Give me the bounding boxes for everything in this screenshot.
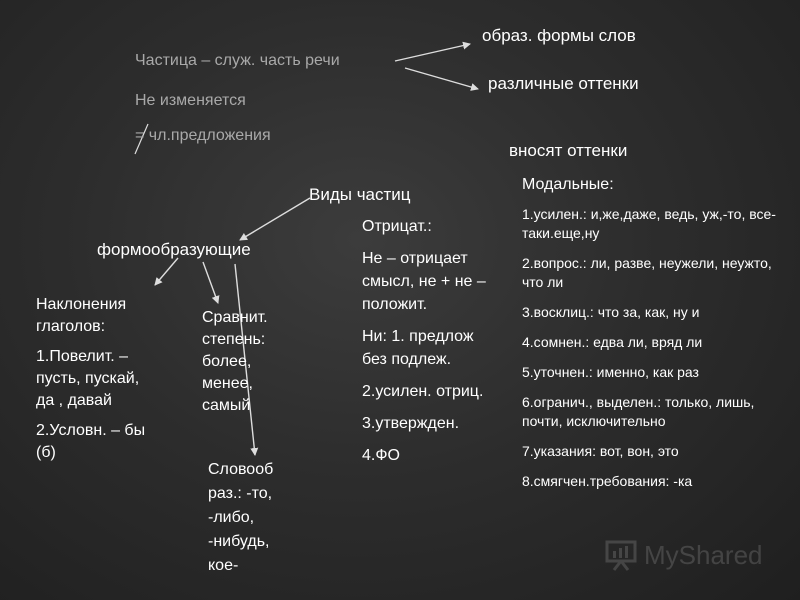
moods-block — [36, 294, 161, 464]
function-shades-label: различные оттенки — [488, 74, 639, 93]
modal-item-8: 8.смягчен.требования: -ка — [522, 473, 693, 489]
main-sentence-member-line: = чл.предложения — [135, 127, 271, 144]
presentation-board-icon — [604, 538, 638, 577]
formative-title: формообразующие — [97, 240, 251, 259]
modal-item-3: 3.восклиц.: что за, как, ну и — [522, 304, 700, 320]
modal-item-4: 4.сомнен.: едва ли, вряд ли — [522, 334, 703, 350]
wordform-text: Словооб раз.: -то, -либо, -нибудь, кое- — [208, 461, 274, 574]
negative-ni: Ни: 1. предлож без подлеж. — [362, 328, 474, 368]
arrow-to-moods — [155, 258, 178, 285]
main-unchangeable-line: Не изменяется — [135, 92, 246, 109]
modal-block — [522, 175, 777, 491]
comparative-text: Сравнит. степень: более, менее, самый — [202, 309, 268, 414]
arrow-to-formative — [240, 198, 310, 240]
arrow-to-shades — [405, 68, 478, 89]
negative-title: Отрицат.: — [362, 218, 432, 235]
watermark-text: MyShared — [644, 540, 763, 570]
negative-ne: Не – отрицает смысл, не + не – положит. — [362, 250, 486, 313]
modal-item-7: 7.указания: вот, вон, это — [522, 443, 679, 459]
modal-item-1: 1.усилен.: и,же,даже, ведь, уж,-то, все-таки.еще,ну — [522, 206, 776, 241]
moods-title: Наклонения глаголов: — [36, 296, 127, 335]
modal-item-5: 5.уточнен.: именно, как раз — [522, 364, 699, 380]
modal-item-2: 2.вопрос.: ли, разве, неужели, неужто, что ли — [522, 255, 772, 290]
negative-intensifying: 2.усилен. отриц. — [362, 383, 484, 400]
modal-item-6: 6.огранич., выделен.: только, лишь, почти, исключительно — [522, 394, 755, 429]
function-forms-label: образ. формы слов — [482, 26, 636, 45]
negative-block — [362, 215, 490, 467]
comparative-block — [202, 307, 292, 417]
function-brings-label: вносят оттенки — [509, 141, 628, 160]
arrow-to-forms — [395, 44, 470, 61]
moods-imperative: 1.Повелит. – пусть, пускай, да , давай — [36, 348, 140, 409]
main-definition-line: Частица – служ. часть речи — [135, 52, 340, 69]
types-title: Виды частиц — [309, 185, 411, 204]
watermark — [604, 536, 774, 576]
moods-conditional: 2.Условн. – бы (б) — [36, 422, 146, 461]
wordform-block — [208, 458, 300, 578]
negative-affirming: 3.утвержден. — [362, 415, 460, 432]
arrow-to-comparative — [203, 262, 218, 303]
negative-fo: 4.ФО — [362, 447, 400, 464]
modal-title: Модальные: — [522, 176, 614, 193]
